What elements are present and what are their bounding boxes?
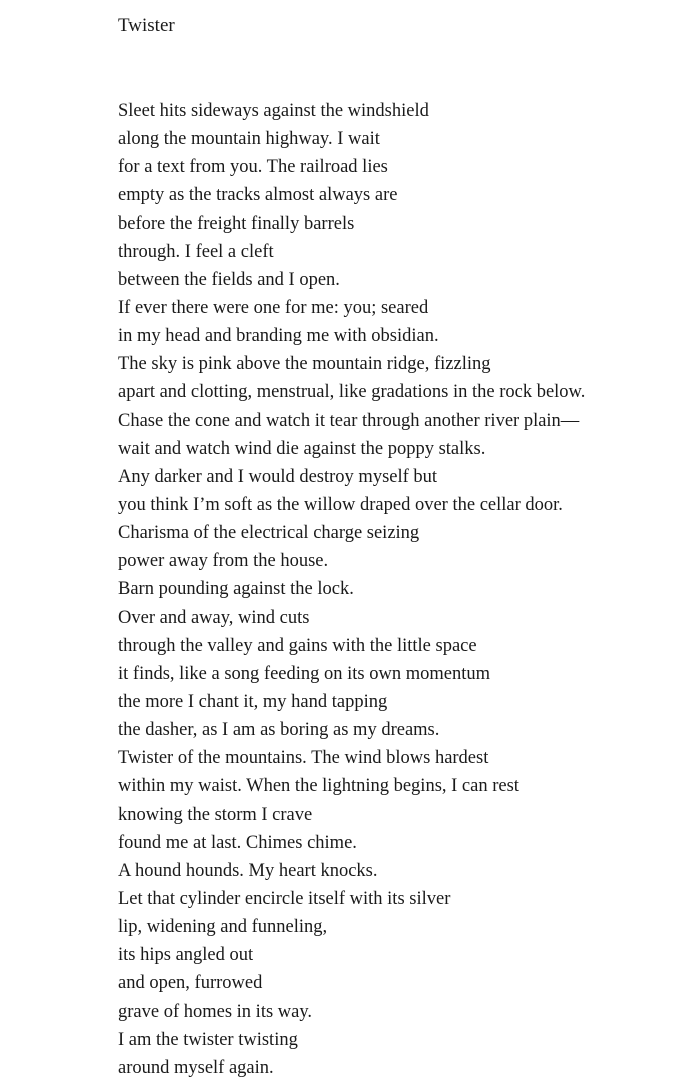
poem-line: through the valley and gains with the little space [118, 635, 477, 656]
poem-line: Barn pounding against the lock. [118, 579, 354, 600]
poem-line: The sky is pink above the mountain ridge, fizzling [118, 354, 491, 375]
poem-line: before the freight finally barrels [118, 213, 355, 234]
poem-line: wait and watch wind die against the poppy stalks. [118, 438, 486, 459]
poem-line: for a text from you. The railroad lies [118, 157, 388, 178]
poem-line: and open, furrowed [118, 973, 263, 994]
poem-line: Charisma of the electrical charge seizing [118, 523, 420, 544]
poem-line: around myself again. [118, 1057, 274, 1078]
poem-line: its hips angled out [118, 945, 254, 966]
poem-line: Chase the cone and watch it tear through another river plain— [118, 410, 580, 431]
poem-line: found me at last. Chimes chime. [118, 832, 357, 853]
poem-line: lip, widening and funneling, [118, 917, 328, 938]
poem-line: Any darker and I would destroy myself but [118, 466, 438, 487]
poem-line: Let that cylinder encircle itself with its silver [118, 888, 451, 909]
poem-line: apart and clotting, menstrual, like gradations in the rock below. [118, 382, 586, 403]
poem-line: If ever there were one for me: you; seared [118, 297, 429, 318]
poem-title: Twister [118, 15, 175, 36]
poem-line: Twister of the mountains. The wind blows hardest [118, 748, 489, 769]
poem-line: it finds, like a song feeding on its own momentum [118, 663, 491, 684]
poem-line: power away from the house. [118, 551, 329, 572]
poem-line: in my head and branding me with obsidian. [118, 326, 439, 347]
poem-body [118, 97, 585, 1082]
poem-line: I am the twister twisting [118, 1029, 298, 1050]
poem-line: A hound hounds. My heart knocks. [118, 860, 378, 881]
poem-line: the dasher, as I am as boring as my dreams. [118, 720, 440, 741]
poem-line: knowing the storm I crave [118, 804, 313, 825]
poem-line: between the fields and I open. [118, 269, 340, 290]
poem-line: the more I chant it, my hand tapping [118, 691, 388, 712]
poem-line: empty as the tracks almost always are [118, 185, 398, 206]
poem-line: grave of homes in its way. [118, 1001, 313, 1022]
poem-line: along the mountain highway. I wait [118, 129, 380, 150]
poem-line: within my waist. When the lightning begins, I can rest [118, 776, 519, 797]
poem-line: you think I’m soft as the willow draped over the cellar door. [118, 494, 563, 515]
poem-line: through. I feel a cleft [118, 241, 274, 262]
poem-line: Sleet hits sideways against the windshield [118, 101, 429, 121]
poem-line: Over and away, wind cuts [118, 607, 310, 628]
